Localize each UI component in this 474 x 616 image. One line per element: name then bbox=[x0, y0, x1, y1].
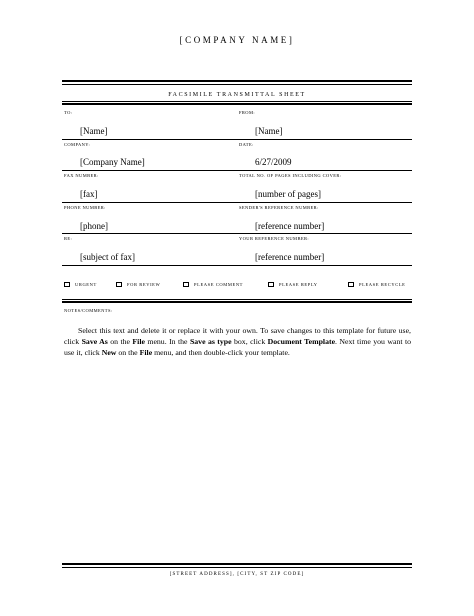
title-rule-thick bbox=[62, 103, 412, 105]
footer-rule-thick bbox=[62, 563, 412, 565]
from-value[interactable]: [Name] bbox=[255, 126, 283, 136]
checkbox-icon bbox=[268, 282, 274, 287]
notes-label: NOTES/COMMENTS: bbox=[64, 308, 113, 313]
checkbox-label: PLEASE COMMENT bbox=[194, 282, 244, 287]
to-value[interactable]: [Name] bbox=[80, 126, 108, 136]
total-pages-label: TOTAL NO. OF PAGES INCLUDING COVER: bbox=[239, 173, 342, 178]
sender-reference-value[interactable]: [reference number] bbox=[255, 221, 325, 231]
notes-body-text[interactable]: Select this text and delete it or replace it with your own. To save changes to this template for future use, click Save As on the File menu. In the Save as type box, click Document Template. Next time you want to use it, click New on the File menu, and then double-click your template. bbox=[64, 326, 412, 357]
please-reply-checkbox[interactable] bbox=[268, 282, 318, 287]
company-label: COMPANY: bbox=[64, 142, 91, 147]
row-rule bbox=[62, 139, 412, 140]
row-rule bbox=[62, 170, 412, 171]
checkbox-rule-thick bbox=[62, 301, 412, 303]
phone-number-label: PHONE NUMBER: bbox=[64, 205, 106, 210]
checkbox-label: PLEASE REPLY bbox=[279, 282, 318, 287]
sheet-title: FACSIMILE TRANSMITTAL SHEET bbox=[168, 92, 306, 98]
checkbox-label: PLEASE RECYCLE bbox=[359, 282, 406, 287]
date-label: DATE: bbox=[239, 142, 254, 147]
footer-address: [STREET ADDRESS], [CITY, ST ZIP CODE] bbox=[169, 572, 305, 577]
fax-number-label: FAX NUMBER: bbox=[64, 173, 99, 178]
checkbox-icon bbox=[348, 282, 354, 287]
checkbox-label: FOR REVIEW bbox=[127, 282, 161, 287]
your-reference-value[interactable]: [reference number] bbox=[255, 252, 325, 262]
checkbox-rule-thin bbox=[62, 299, 412, 300]
title-rule-thin bbox=[62, 101, 412, 102]
top-rule-thin bbox=[62, 84, 412, 85]
please-recycle-checkbox[interactable] bbox=[348, 282, 406, 287]
top-rule-thick bbox=[62, 80, 412, 82]
checkbox-icon bbox=[64, 282, 70, 287]
checkbox-icon bbox=[116, 282, 122, 287]
row-rule bbox=[62, 233, 412, 234]
re-label: RE: bbox=[64, 236, 73, 241]
sender-reference-label: SENDER'S REFERENCE NUMBER: bbox=[239, 205, 319, 210]
checkbox-label: URGENT bbox=[75, 282, 97, 287]
row-rule bbox=[62, 202, 412, 203]
row-rule bbox=[62, 265, 412, 266]
re-value[interactable]: [subject of fax] bbox=[80, 252, 135, 262]
phone-number-value[interactable]: [phone] bbox=[80, 221, 108, 231]
company-value[interactable]: [Company Name] bbox=[80, 157, 145, 167]
checkbox-icon bbox=[183, 282, 189, 287]
urgent-checkbox[interactable] bbox=[64, 282, 97, 287]
total-pages-value[interactable]: [number of pages] bbox=[255, 189, 321, 199]
fax-number-value[interactable]: [fax] bbox=[80, 189, 98, 199]
date-value[interactable]: 6/27/2009 bbox=[255, 157, 292, 167]
footer-rule-thin bbox=[62, 567, 412, 568]
to-label: TO: bbox=[64, 110, 73, 115]
please-comment-checkbox[interactable] bbox=[183, 282, 243, 287]
from-label: FROM: bbox=[239, 110, 256, 115]
company-name: [COMPANY NAME] bbox=[179, 35, 295, 45]
for-review-checkbox[interactable] bbox=[116, 282, 160, 287]
your-reference-label: YOUR REFERENCE NUMBER: bbox=[239, 236, 310, 241]
